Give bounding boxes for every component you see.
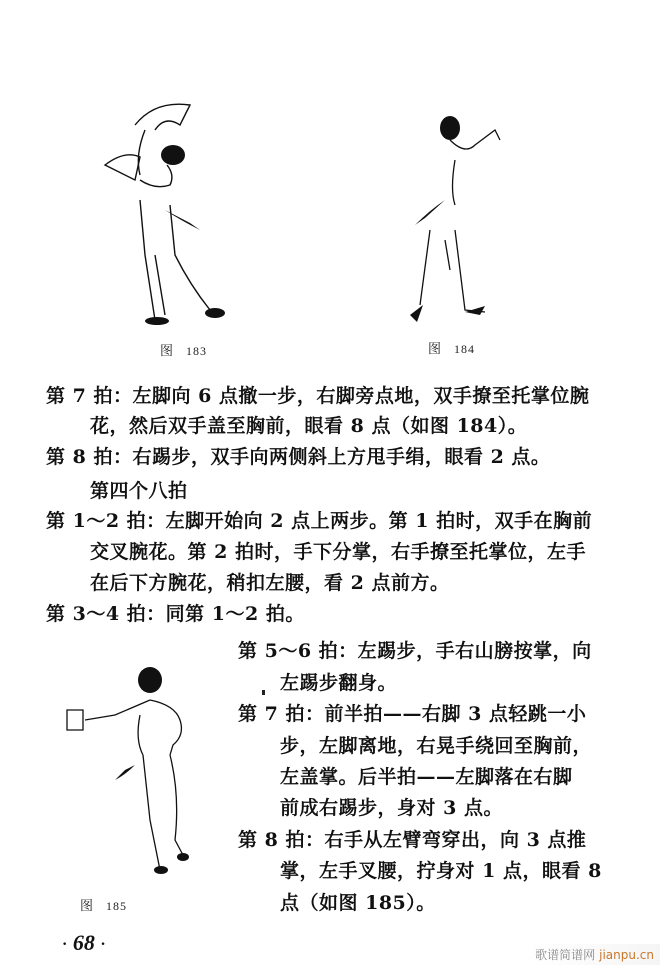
caption-number: 184 bbox=[454, 342, 476, 356]
paragraph-beat8b-line3: 点（如图 185）。 bbox=[280, 892, 436, 914]
page-number-dot-left: · bbox=[62, 935, 68, 953]
paragraph-beat5-6-line2: 左踢步翻身。 bbox=[280, 672, 398, 694]
figure-caption-184 bbox=[428, 338, 475, 357]
caption-prefix: 图 bbox=[160, 343, 175, 358]
dancer-illustration-183 bbox=[95, 95, 255, 330]
caption-prefix: 图 bbox=[428, 341, 443, 356]
paragraph-beat5-6-line1: 第 5～6 拍：左踢步，手右山膀按掌，向 bbox=[238, 640, 592, 662]
paragraph-beat7b-line4: 前成右踢步，身对 3 点。 bbox=[280, 797, 503, 819]
figure-caption-183 bbox=[160, 340, 207, 359]
paragraph-beat3-4: 第 3～4 拍：同第 1～2 拍。 bbox=[46, 603, 305, 625]
watermark-chinese: 歌谱简谱网 bbox=[535, 948, 596, 962]
dancer-illustration-185 bbox=[55, 645, 235, 875]
paragraph-beat8: 第 8 拍：右踢步，双手向两侧斜上方甩手绢，眼看 2 点。 bbox=[46, 446, 551, 468]
dancer-illustration-184 bbox=[395, 100, 535, 325]
figure-caption-185 bbox=[80, 895, 127, 914]
page-number-dot-right: · bbox=[100, 935, 106, 953]
caption-number: 185 bbox=[106, 899, 128, 913]
paragraph-beat7b-line1: 第 7 拍：前半拍——右脚 3 点轻跳一小 bbox=[238, 703, 587, 725]
paragraph-beat8b-line2: 掌，左手叉腰，拧身对 1 点，眼看 8 bbox=[280, 860, 602, 882]
paragraph-beat7b-line2: 步，左脚离地，右晃手绕回至胸前， bbox=[280, 735, 593, 757]
paragraph-beat7-line1: 第 7 拍：左脚向 6 点撤一步，右脚旁点地，双手撩至托掌位腕 bbox=[46, 385, 590, 407]
print-speck bbox=[262, 690, 265, 695]
paragraph-beat1-2-line2: 交叉腕花。第 2 拍时，手下分掌，右手撩至托掌位，左手 bbox=[90, 541, 586, 563]
paragraph-beat7-line2: 花，然后双手盖至胸前，眼看 8 点（如图 184）。 bbox=[90, 415, 528, 437]
page-number-value: 68 bbox=[72, 930, 95, 955]
page-number bbox=[62, 930, 106, 956]
caption-prefix: 图 bbox=[80, 898, 95, 913]
watermark bbox=[529, 944, 660, 965]
paragraph-beat1-2-line1: 第 1～2 拍：左脚开始向 2 点上两步。第 1 拍时，双手在胸前 bbox=[46, 510, 593, 532]
paragraph-beat7b-line3: 左盖掌。后半拍——左脚落在右脚 bbox=[280, 766, 573, 788]
caption-number: 183 bbox=[186, 344, 208, 358]
watermark-site: jianpu.cn bbox=[599, 948, 654, 962]
paragraph-beat1-2-line3: 在后下方腕花，稍扣左腰，看 2 点前方。 bbox=[90, 572, 450, 594]
section-heading: 第四个八拍 bbox=[90, 480, 188, 502]
paragraph-beat8b-line1: 第 8 拍：右手从左臂弯穿出，向 3 点推 bbox=[238, 829, 587, 851]
